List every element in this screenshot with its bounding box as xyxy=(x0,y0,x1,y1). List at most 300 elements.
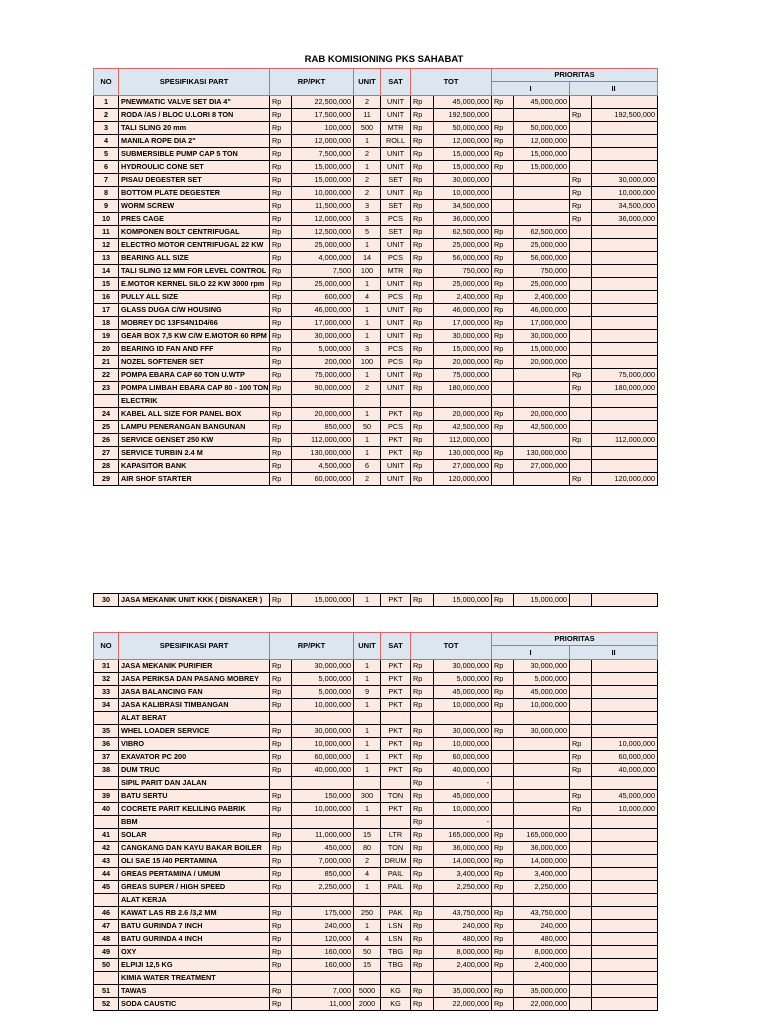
row-tot: 35,000,000 xyxy=(434,985,492,998)
row-tot xyxy=(434,894,492,907)
table-row xyxy=(94,369,658,382)
price-currency xyxy=(270,972,292,985)
table-row xyxy=(94,330,658,343)
row-p1: 45,000,000 xyxy=(514,686,570,699)
row-p2 xyxy=(592,673,658,686)
p1-currency xyxy=(492,200,514,213)
row-no xyxy=(94,395,119,408)
row-sat: PKT xyxy=(381,764,411,777)
header-prioritas: PRIORITAS xyxy=(492,69,658,82)
price-currency: Rp xyxy=(270,239,292,252)
row-tot: 25,000,000 xyxy=(434,239,492,252)
row-tot: 50,000,000 xyxy=(434,122,492,135)
row-no: 33 xyxy=(94,686,119,699)
row-tot: 750,000 xyxy=(434,265,492,278)
table-row xyxy=(94,933,658,946)
row-unit: 300 xyxy=(354,790,381,803)
row-p2 xyxy=(592,265,658,278)
row-no: 34 xyxy=(94,699,119,712)
price-currency: Rp xyxy=(270,408,292,421)
p2-currency xyxy=(570,96,592,109)
row-spec: MANILA ROPE DIA 2" xyxy=(119,135,270,148)
row-sat: PCS xyxy=(381,291,411,304)
row-no: 31 xyxy=(94,660,119,673)
row-tot: 36,000,000 xyxy=(434,213,492,226)
row-spec: BEARING ALL SIZE xyxy=(119,252,270,265)
row-sat: UNIT xyxy=(381,161,411,174)
p2-currency xyxy=(570,356,592,369)
row-price: 5,000,000 xyxy=(292,673,354,686)
table-row xyxy=(94,122,658,135)
section-row xyxy=(94,972,658,985)
tot-currency: Rp xyxy=(411,868,434,881)
row-tot: 45,000,000 xyxy=(434,96,492,109)
tot-currency: Rp xyxy=(411,959,434,972)
row-p1 xyxy=(514,213,570,226)
row-spec: JASA BALANCING FAN xyxy=(119,686,270,699)
tot-currency: Rp xyxy=(411,751,434,764)
row-tot: 22,000,000 xyxy=(434,998,492,1011)
table-row xyxy=(94,109,658,122)
p1-currency: Rp xyxy=(492,725,514,738)
p1-currency xyxy=(492,751,514,764)
row-no: 42 xyxy=(94,842,119,855)
table-row xyxy=(94,959,658,972)
table-row xyxy=(94,213,658,226)
row-sat: UNIT xyxy=(381,239,411,252)
row-price: 160,000 xyxy=(292,946,354,959)
tot-currency: Rp xyxy=(411,265,434,278)
row-sat: PAIL xyxy=(381,868,411,881)
row-p1 xyxy=(514,790,570,803)
p2-currency xyxy=(570,343,592,356)
row-p1: 2,400,000 xyxy=(514,959,570,972)
row-unit: 6 xyxy=(354,460,381,473)
table-row xyxy=(94,855,658,868)
row-price: 200,000 xyxy=(292,356,354,369)
p1-currency: Rp xyxy=(492,265,514,278)
tot-currency: Rp xyxy=(411,239,434,252)
row-unit: 3 xyxy=(354,200,381,213)
table-row xyxy=(94,187,658,200)
row-unit: 2 xyxy=(354,473,381,486)
row-spec: POMPA LIMBAH EBARA CAP 80 - 100 TON xyxy=(119,382,270,395)
row-tot: 130,000,000 xyxy=(434,447,492,460)
row-tot: 14,000,000 xyxy=(434,855,492,868)
row-no: 19 xyxy=(94,330,119,343)
row-p1: 2,250,000 xyxy=(514,881,570,894)
section-row xyxy=(94,777,658,790)
row-p2 xyxy=(592,985,658,998)
row-unit: 2 xyxy=(354,174,381,187)
p2-currency: Rp xyxy=(570,174,592,187)
price-currency: Rp xyxy=(270,699,292,712)
p1-currency: Rp xyxy=(492,291,514,304)
row-p1 xyxy=(514,200,570,213)
p2-currency: Rp xyxy=(570,790,592,803)
table-row xyxy=(94,278,658,291)
row-spec: PULLY ALL SIZE xyxy=(119,291,270,304)
tot-currency: Rp xyxy=(411,161,434,174)
row-tot: 120,000,000 xyxy=(434,473,492,486)
p2-currency xyxy=(570,699,592,712)
row-p1: 30,000,000 xyxy=(514,725,570,738)
price-currency: Rp xyxy=(270,356,292,369)
p1-currency: Rp xyxy=(492,985,514,998)
p2-currency xyxy=(570,291,592,304)
row-p1: 750,000 xyxy=(514,265,570,278)
row-price: 12,000,000 xyxy=(292,213,354,226)
p1-currency xyxy=(492,213,514,226)
p1-currency: Rp xyxy=(492,278,514,291)
row-price: 17,500,000 xyxy=(292,109,354,122)
row-tot: 480,000 xyxy=(434,933,492,946)
p2-currency xyxy=(570,421,592,434)
row-spec: WORM SCREW xyxy=(119,200,270,213)
row-tot: 30,000,000 xyxy=(434,330,492,343)
row-no: 10 xyxy=(94,213,119,226)
p1-currency: Rp xyxy=(492,686,514,699)
row-p1: 20,000,000 xyxy=(514,408,570,421)
table-row xyxy=(94,161,658,174)
price-currency: Rp xyxy=(270,174,292,187)
header-tot: TOT xyxy=(411,633,492,660)
row-sat: LSN xyxy=(381,920,411,933)
row-p2 xyxy=(592,946,658,959)
row-sat xyxy=(381,972,411,985)
row-price: 4,000,000 xyxy=(292,252,354,265)
row-no: 44 xyxy=(94,868,119,881)
row-p1: 62,500,000 xyxy=(514,226,570,239)
price-currency: Rp xyxy=(270,803,292,816)
row-p1: 15,000,000 xyxy=(514,161,570,174)
row-tot: 60,000,000 xyxy=(434,751,492,764)
row-sat: PCS xyxy=(381,252,411,265)
row-p2 xyxy=(592,894,658,907)
row-p2 xyxy=(592,699,658,712)
p1-currency xyxy=(492,187,514,200)
table-row xyxy=(94,239,658,252)
row-p2: 10,000,000 xyxy=(592,187,658,200)
row-p1 xyxy=(514,174,570,187)
row-sat xyxy=(381,777,411,790)
row-price: 15,000,000 xyxy=(292,161,354,174)
tot-currency: Rp xyxy=(411,998,434,1011)
row-tot xyxy=(434,712,492,725)
p2-currency xyxy=(570,239,592,252)
row-sat: PKT xyxy=(381,738,411,751)
row-price: 15,000,000 xyxy=(292,594,354,607)
p1-currency: Rp xyxy=(492,660,514,673)
row-unit: 1 xyxy=(354,434,381,447)
row-spec: BOTTOM PLATE DEGESTER xyxy=(119,187,270,200)
row-unit xyxy=(354,777,381,790)
row-tot: 180,000,000 xyxy=(434,382,492,395)
p2-currency: Rp xyxy=(570,434,592,447)
row-p2 xyxy=(592,408,658,421)
row-price: 240,000 xyxy=(292,920,354,933)
row-unit: 2 xyxy=(354,382,381,395)
price-currency: Rp xyxy=(270,933,292,946)
tot-currency: Rp xyxy=(411,855,434,868)
header-price: RP/PKT xyxy=(270,633,354,660)
row-p2 xyxy=(592,660,658,673)
row-spec: DUM TRUC xyxy=(119,764,270,777)
row-tot: 17,000,000 xyxy=(434,317,492,330)
p1-currency xyxy=(492,790,514,803)
price-currency: Rp xyxy=(270,213,292,226)
header-no: NO xyxy=(94,633,119,660)
row-sat: ROLL xyxy=(381,135,411,148)
row-no: 30 xyxy=(94,594,119,607)
p2-currency xyxy=(570,161,592,174)
row-p1: 2,400,000 xyxy=(514,291,570,304)
row-no: 25 xyxy=(94,421,119,434)
row-tot: 46,000,000 xyxy=(434,304,492,317)
row-p2 xyxy=(592,122,658,135)
table-row xyxy=(94,434,658,447)
p1-currency: Rp xyxy=(492,855,514,868)
row-spec: GEAR BOX 7,5 KW C/W E.MOTOR 60 RPM xyxy=(119,330,270,343)
row-unit xyxy=(354,972,381,985)
row-spec: PISAU DEGESTER SET xyxy=(119,174,270,187)
row-unit: 250 xyxy=(354,907,381,920)
table-row xyxy=(94,304,658,317)
row-sat: UNIT xyxy=(381,304,411,317)
p2-currency xyxy=(570,985,592,998)
row-spec: JASA KALIBRASI TIMBANGAN xyxy=(119,699,270,712)
row-sat: PAK xyxy=(381,907,411,920)
price-currency: Rp xyxy=(270,985,292,998)
row-p1: 22,000,000 xyxy=(514,998,570,1011)
row-no: 13 xyxy=(94,252,119,265)
tot-currency: Rp xyxy=(411,304,434,317)
row-tot: 36,000,000 xyxy=(434,842,492,855)
tot-currency xyxy=(411,395,434,408)
row-unit: 1 xyxy=(354,239,381,252)
row-p1: 36,000,000 xyxy=(514,842,570,855)
row-p1: 15,000,000 xyxy=(514,594,570,607)
row-spec: BATU GURINDA 4 INCH xyxy=(119,933,270,946)
row-p1 xyxy=(514,751,570,764)
row-p1: 42,500,000 xyxy=(514,421,570,434)
row-spec: VIBRO xyxy=(119,738,270,751)
row-no: 4 xyxy=(94,135,119,148)
tot-currency: Rp xyxy=(411,330,434,343)
row-sat: KG xyxy=(381,985,411,998)
row-sat: SET xyxy=(381,174,411,187)
row-unit: 11 xyxy=(354,109,381,122)
section-row xyxy=(94,894,658,907)
p1-currency: Rp xyxy=(492,421,514,434)
row-p2 xyxy=(592,855,658,868)
table-row xyxy=(94,447,658,460)
row-p2 xyxy=(592,239,658,252)
price-currency: Rp xyxy=(270,278,292,291)
p1-currency: Rp xyxy=(492,304,514,317)
table-row xyxy=(94,660,658,673)
tot-currency: Rp xyxy=(411,686,434,699)
row-tot: 10,000,000 xyxy=(434,738,492,751)
row-price: 5,000,000 xyxy=(292,343,354,356)
row-price xyxy=(292,395,354,408)
tot-currency: Rp xyxy=(411,725,434,738)
p2-currency xyxy=(570,122,592,135)
row-spec: GLASS DUGA C/W HOUSING xyxy=(119,304,270,317)
row-price: 90,000,000 xyxy=(292,382,354,395)
row-sat: PKT xyxy=(381,434,411,447)
row-p1 xyxy=(514,894,570,907)
table-row xyxy=(94,252,658,265)
row-tot: 2,400,000 xyxy=(434,291,492,304)
row-tot: 20,000,000 xyxy=(434,356,492,369)
row-p2 xyxy=(592,907,658,920)
row-p2 xyxy=(592,226,658,239)
row-price: 130,000,000 xyxy=(292,447,354,460)
row-price: 10,000,000 xyxy=(292,187,354,200)
tot-currency: Rp xyxy=(411,447,434,460)
table-row xyxy=(94,96,658,109)
row-no: 28 xyxy=(94,460,119,473)
p1-currency: Rp xyxy=(492,699,514,712)
row-tot: 34,500,000 xyxy=(434,200,492,213)
tot-currency: Rp xyxy=(411,226,434,239)
table-row xyxy=(94,790,658,803)
row-price: 11,000,000 xyxy=(292,829,354,842)
tot-currency: Rp xyxy=(411,421,434,434)
table-row xyxy=(94,881,658,894)
price-currency: Rp xyxy=(270,868,292,881)
row-p1: 240,000 xyxy=(514,920,570,933)
row-sat: LTR xyxy=(381,829,411,842)
tot-currency: Rp xyxy=(411,200,434,213)
row-unit: 1 xyxy=(354,317,381,330)
row-unit: 5 xyxy=(354,226,381,239)
row-unit: 1 xyxy=(354,369,381,382)
row-tot: 15,000,000 xyxy=(434,343,492,356)
row-no: 12 xyxy=(94,239,119,252)
row-p2 xyxy=(592,252,658,265)
row-p2 xyxy=(592,842,658,855)
section-row xyxy=(94,395,658,408)
row-p1: 15,000,000 xyxy=(514,343,570,356)
table-row xyxy=(94,265,658,278)
p1-currency: Rp xyxy=(492,998,514,1011)
p1-currency xyxy=(492,369,514,382)
row-price: 10,000,000 xyxy=(292,699,354,712)
row-sat: PKT xyxy=(381,673,411,686)
tot-currency: Rp xyxy=(411,738,434,751)
row-no: 16 xyxy=(94,291,119,304)
row-p1: 27,000,000 xyxy=(514,460,570,473)
p1-currency: Rp xyxy=(492,356,514,369)
row-p2 xyxy=(592,460,658,473)
p2-currency xyxy=(570,868,592,881)
p1-currency: Rp xyxy=(492,829,514,842)
row-tot: 10,000,000 xyxy=(434,699,492,712)
row-no xyxy=(94,894,119,907)
row-tot: 43,750,000 xyxy=(434,907,492,920)
p2-currency xyxy=(570,829,592,842)
row-price xyxy=(292,712,354,725)
p1-currency: Rp xyxy=(492,673,514,686)
row-sat: TBG xyxy=(381,959,411,972)
p1-currency xyxy=(492,894,514,907)
row-spec: PNEWMATIC VALVE SET DIA 4" xyxy=(119,96,270,109)
section-label: ALAT KERJA xyxy=(119,894,270,907)
row-sat: UNIT xyxy=(381,460,411,473)
p2-currency xyxy=(570,447,592,460)
row-no: 35 xyxy=(94,725,119,738)
p1-currency: Rp xyxy=(492,881,514,894)
row-no: 36 xyxy=(94,738,119,751)
header-tot: TOT xyxy=(411,69,492,96)
row-no: 24 xyxy=(94,408,119,421)
row-p1: 15,000,000 xyxy=(514,148,570,161)
p1-currency xyxy=(492,777,514,790)
row-no: 40 xyxy=(94,803,119,816)
row-unit: 1 xyxy=(354,751,381,764)
row-sat xyxy=(381,712,411,725)
row-no: 48 xyxy=(94,933,119,946)
row-no: 7 xyxy=(94,174,119,187)
p2-currency xyxy=(570,278,592,291)
table-row xyxy=(94,473,658,486)
row-sat: UNIT xyxy=(381,473,411,486)
price-currency: Rp xyxy=(270,135,292,148)
p1-currency xyxy=(492,382,514,395)
row-price: 25,000,000 xyxy=(292,278,354,291)
row-price: 15,000,000 xyxy=(292,174,354,187)
row-sat: TON xyxy=(381,790,411,803)
row-no: 37 xyxy=(94,751,119,764)
tot-currency: Rp xyxy=(411,829,434,842)
p1-currency: Rp xyxy=(492,946,514,959)
p1-currency: Rp xyxy=(492,868,514,881)
row-p2: 112,000,000 xyxy=(592,434,658,447)
table-row xyxy=(94,764,658,777)
row-p1: 20,000,000 xyxy=(514,356,570,369)
row-price xyxy=(292,816,354,829)
row-p1 xyxy=(514,369,570,382)
row-unit: 14 xyxy=(354,252,381,265)
p2-currency: Rp xyxy=(570,369,592,382)
row-p1 xyxy=(514,434,570,447)
p1-currency xyxy=(492,764,514,777)
row-unit: 2 xyxy=(354,96,381,109)
row-unit: 50 xyxy=(354,946,381,959)
row-p2 xyxy=(592,148,658,161)
row-tot: 3,400,000 xyxy=(434,868,492,881)
row-spec: BEARING ID FAN AND FFF xyxy=(119,343,270,356)
row-tot: 10,000,000 xyxy=(434,803,492,816)
row-spec: CANGKANG DAN KAYU BAKAR BOILER xyxy=(119,842,270,855)
row-sat: TON xyxy=(381,842,411,855)
p2-currency xyxy=(570,933,592,946)
row-tot: 15,000,000 xyxy=(434,594,492,607)
p2-currency xyxy=(570,265,592,278)
row-price: 12,500,000 xyxy=(292,226,354,239)
row-no: 8 xyxy=(94,187,119,200)
price-currency: Rp xyxy=(270,959,292,972)
row-no xyxy=(94,816,119,829)
row-p2 xyxy=(592,356,658,369)
row-no: 23 xyxy=(94,382,119,395)
table-row xyxy=(94,907,658,920)
row-sat: PCS xyxy=(381,343,411,356)
row-no: 6 xyxy=(94,161,119,174)
row-tot: 2,400,000 xyxy=(434,959,492,972)
